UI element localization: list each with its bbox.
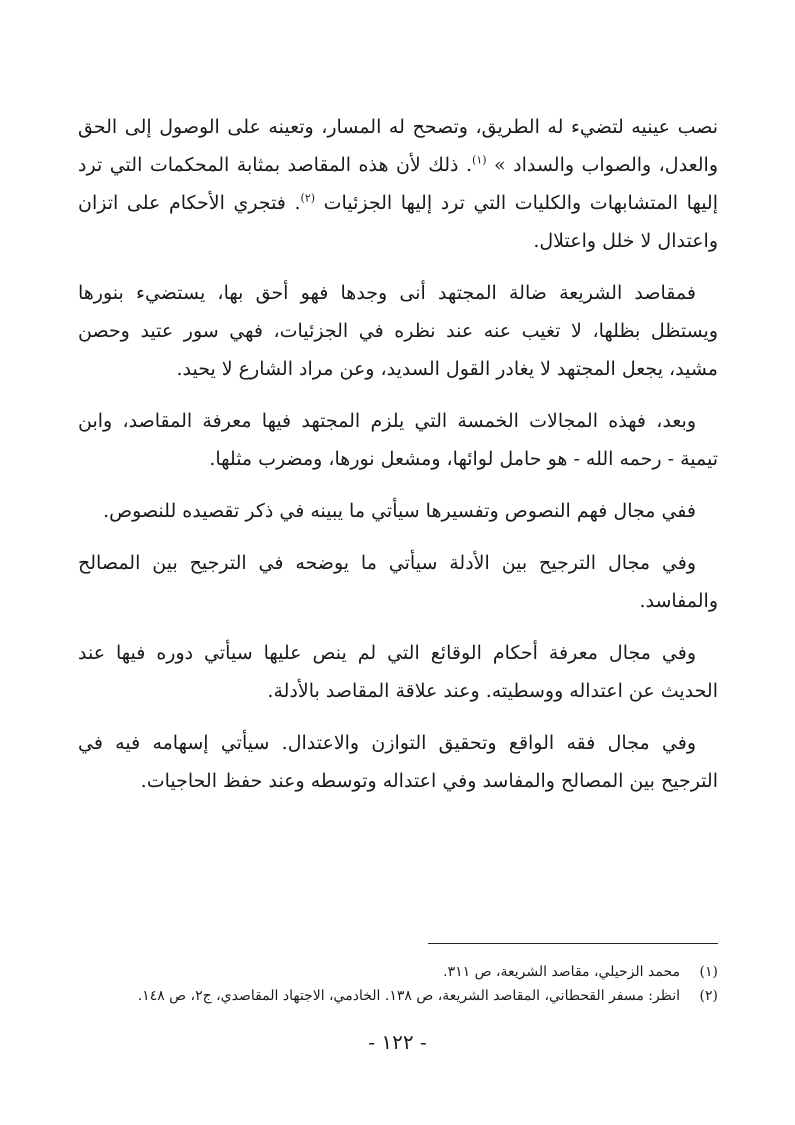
- paragraph-1-text-a: نصب عينيه لتضيء له الطريق، وتصحح له المسار، وتعينه على الوصول إلى الحق والعدل، والصواب والسداد »: [78, 116, 718, 176]
- footnote-ref-2[interactable]: (٢): [300, 191, 316, 205]
- footnote-2-text: انظر: مسفر القحطاني، المقاصد الشريعة، ص ١٣٨. الخادمي، الاجتهاد المقاصدي، ج٢، ص ١٤٨.: [137, 988, 680, 1004]
- paragraph-1-text-b: . ذلك لأن هذه المقاصد بمثابة المحكمات التي ترد إليها المتشابهات والكليات التي ترد إليها الجزئيات: [78, 154, 719, 214]
- footnote-1: [78, 960, 718, 984]
- footnote-1-number: (١): [699, 964, 718, 980]
- footnote-1-text: محمد الزحيلي، مقاصد الشريعة، ص ٣١١.: [443, 964, 680, 980]
- body-text: [78, 108, 718, 814]
- footnote-divider: [428, 943, 718, 944]
- page-number: - ١٢٢ -: [368, 1030, 427, 1054]
- paragraph-4: ففي مجال فهم النصوص وتفسيرها سيأتي ما يبينه في ذكر تقصيده للنصوص.: [103, 500, 696, 522]
- paragraph-7: وفي مجال فقه الواقع وتحقيق التوازن والاعتدال. سيأتي إسهامه فيه في الترجيح بين المصالح والمفاسد وفي اعتداله وتوسطه وعند حفظ الحاجيات.: [78, 732, 718, 792]
- paragraph-1-text-c: . فتجري الأحكام على اتزان واعتدال لا خلل واعتلال.: [78, 192, 718, 252]
- paragraph-6: وفي مجال معرفة أحكام الوقائع التي لم ينص عليها سيأتي دوره فيها عند الحديث عن اعتداله ووسطيته. وعند علاقة المقاصد بالأدلة.: [78, 642, 718, 702]
- paragraph-5: وفي مجال الترجيح بين الأدلة سيأتي ما يوضحه في الترجيح بين المصالح والمفاسد.: [78, 552, 718, 612]
- footnote-2-number: (٢): [699, 988, 718, 1004]
- footnotes: [78, 960, 718, 1008]
- footnote-2: [78, 984, 718, 1008]
- paragraph-1: [78, 108, 718, 260]
- paragraph-2: فمقاصد الشريعة ضالة المجتهد أنى وجدها فهو أحق بها، يستضيء بنورها ويستظل بظلها، لا تغيب عنه عند نظره في الجزئيات، فهي سور عتيد وحصن مشيد، يجعل المجتهد لا يغادر القول السديد، وعن مراد الشارع لا يحيد.: [78, 282, 718, 380]
- footnote-ref-1[interactable]: (١): [472, 153, 487, 167]
- paragraph-3: وبعد، فهذه المجالات الخمسة التي يلزم المجتهد فيها معرفة المقاصد، وابن تيمية - رحمه الله - هو حامل لوائها، ومشعل نورها، ومضرب مثلها.: [78, 410, 718, 470]
